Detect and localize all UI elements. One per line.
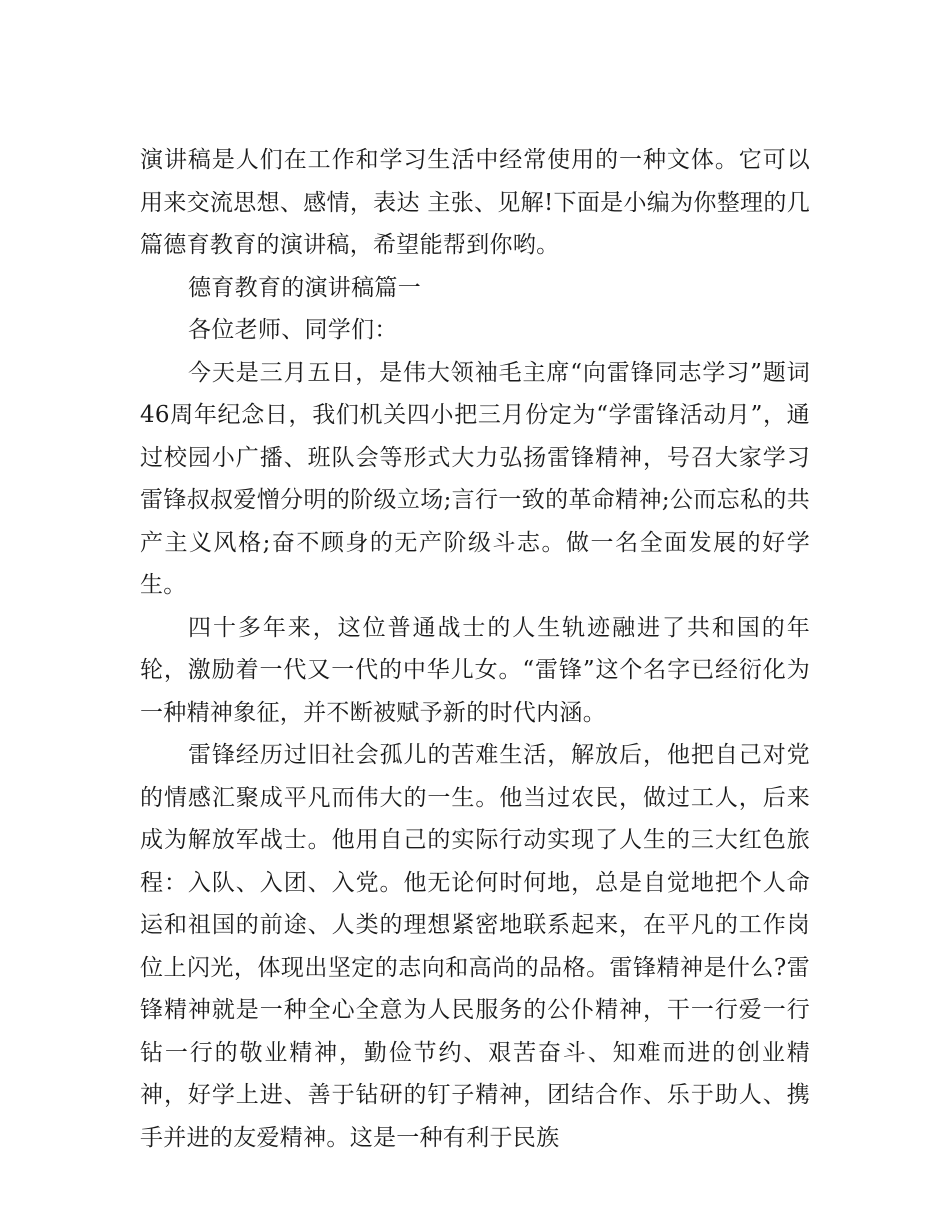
body-paragraph: 今天是三月五日，是伟大领袖毛主席“向雷锋同志学习”题词46周年纪念日，我们机关四小把三月份定为“学雷锋活动月”，通过校园小广播、班队会等形式大力弘扬雷锋精神，号召大家学习雷锋叔叔爱憎分明的阶级立场;言行一致的革命精神;公而忘私的共产主义风格;奋不顾身的无产阶级斗志。做一名全面发展的好学生。 xyxy=(140,359,810,598)
document-page xyxy=(140,139,810,1159)
salutation: 各位老师、同学们： xyxy=(188,317,398,343)
body-paragraph: 雷锋经历过旧社会孤儿的苦难生活，解放后，他把自己对党的情感汇聚成平凡而伟大的一生。他当过农民，做过工人，后来成为解放军战士。他用自己的实际行动实现了人生的三大红色旅程：入队、入团、入党。他无论何时何地，总是自觉地把个人命运和祖国的前途、人类的理想紧密地联系起来，在平凡的工作岗位上闪光，体现出坚定的志向和高尚的品格。雷锋精神是什么?雷锋精神就是一种全心全意为人民服务的公仆精神，干一行爱一行钻一行的敬业精神，勤俭节约、艰苦奋斗、知难而进的创业精神，好学上进、善于钻研的钉子精神，团结合作、乐于助人、携手并进的友爱精神。这是一种有利于民族 xyxy=(140,742,810,1151)
section-heading: 德育教育的演讲稿篇一 xyxy=(188,274,421,301)
body-paragraph: 四十多年来，这位普通战士的人生轨迹融进了共和国的年轮，激励着一代又一代的中华儿女。“雷锋”这个名字已经衍化为一种精神象征，并不断被赋予新的时代内涵。 xyxy=(140,614,810,726)
intro-paragraph: 演讲稿是人们在工作和学习生活中经常使用的一种文体。它可以用来交流思想、感情，表达 主张、见解!下面是小编为你整理的几篇德育教育的演讲稿，希望能帮到你哟。 xyxy=(140,147,810,258)
